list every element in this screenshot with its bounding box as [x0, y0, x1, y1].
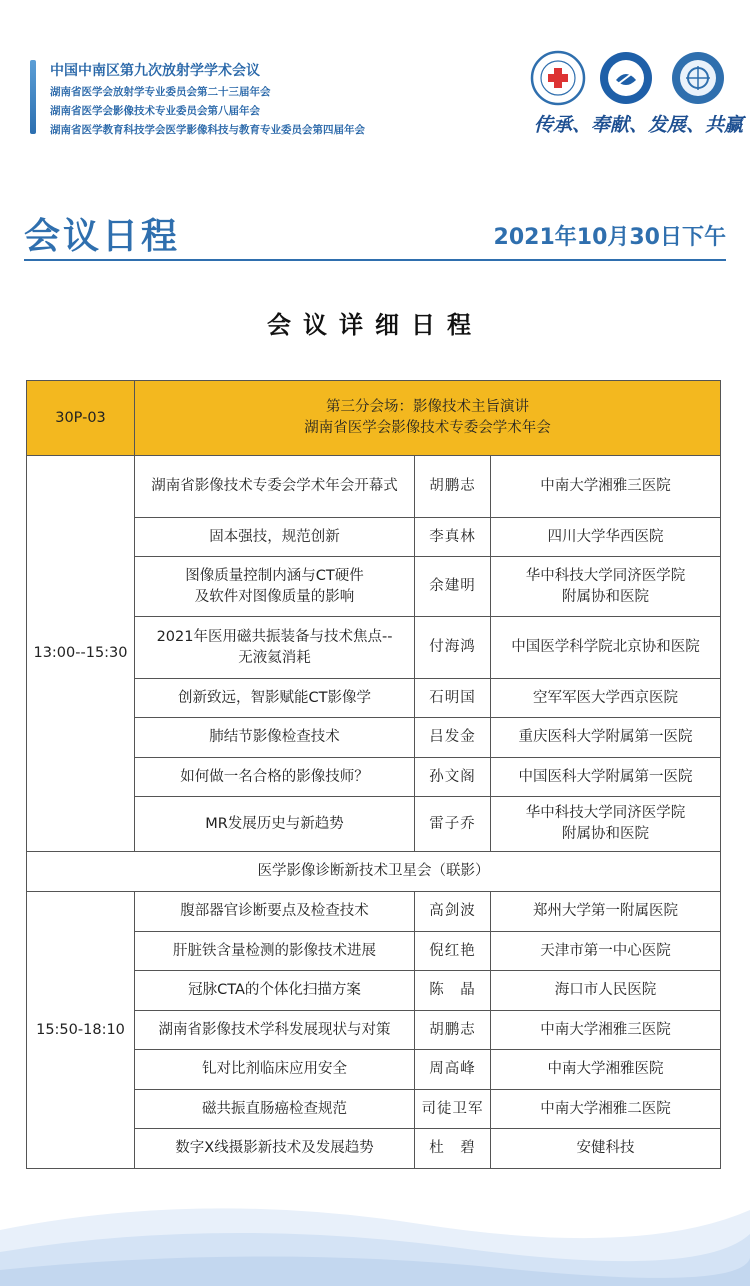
- talk-organization: 华中科技大学同济医学院 附属协和医院: [491, 797, 721, 852]
- talk-organization: 中国医科大学附属第一医院: [491, 758, 721, 797]
- session-title-line-1: 第三分会场：影像技术主旨演讲: [326, 399, 530, 415]
- talk-speaker: 司徒卫军: [415, 1090, 491, 1129]
- talk-speaker: 倪红艳: [415, 932, 491, 971]
- talk-topic: 如何做一名合格的影像技师？: [135, 758, 415, 797]
- conference-name-3: 湖南省医学会影像技术专业委员会第八届年会: [50, 105, 260, 117]
- radiology-society-seal-icon: [598, 50, 654, 106]
- session-code: 30P-03: [27, 381, 135, 456]
- talk-topic: 图像质量控制内涵与CT硬件 及软件对图像质量的影响: [135, 557, 415, 617]
- title-divider: [24, 259, 726, 261]
- talk-organization: 中南大学湘雅医院: [491, 1050, 721, 1090]
- talk-organization: 华中科技大学同济医学院 附属协和医院: [491, 557, 721, 617]
- conference-name-4: 湖南省医学教育科技学会医学影像科技与教育专业委员会第四届年会: [50, 124, 365, 136]
- table-row: [27, 892, 721, 932]
- talk-speaker: 吕发金: [415, 718, 491, 758]
- session-title: [135, 381, 721, 456]
- talk-speaker: 周高峰: [415, 1050, 491, 1090]
- session-title-line-2: 湖南省医学会影像技术专委会学术年会: [304, 420, 551, 436]
- conference-name-1: 中国中南区第九次放射学学术会议: [50, 63, 260, 79]
- talk-organization: 海口市人民医院: [491, 971, 721, 1011]
- medical-association-seal-icon: [530, 50, 586, 106]
- talk-speaker: 陈 晶: [415, 971, 491, 1011]
- talk-topic: MR发展历史与新趋势: [135, 797, 415, 852]
- satellite-symposium-title: 医学影像诊断新技术卫星会（联影）: [27, 852, 721, 892]
- time-slot-2: 15:50-18:10: [27, 892, 135, 1169]
- talk-speaker: 余建明: [415, 557, 491, 617]
- talk-speaker: 李真林: [415, 518, 491, 557]
- talk-speaker: 雷子乔: [415, 797, 491, 852]
- page-header: [0, 0, 750, 150]
- conference-names: [50, 62, 365, 140]
- conference-slogan: 传承、奉献、发展、共赢: [534, 114, 744, 136]
- talk-organization: 中南大学湘雅二医院: [491, 1090, 721, 1129]
- talk-topic: 钆对比剂临床应用安全: [135, 1050, 415, 1090]
- talk-organization: 中国医学科学院北京协和医院: [491, 617, 721, 679]
- talk-organization: 中南大学湘雅三医院: [491, 456, 721, 518]
- title-row: [0, 200, 750, 270]
- page-title: 会议日程: [24, 216, 181, 257]
- talk-speaker: 胡鹏志: [415, 1011, 491, 1050]
- talk-organization: 郑州大学第一附属医院: [491, 892, 721, 932]
- schedule-subtitle: 会议详细日程: [267, 311, 483, 339]
- talk-topic: 湖南省影像技术学科发展现状与对策: [135, 1011, 415, 1050]
- talk-speaker: 胡鹏志: [415, 456, 491, 518]
- conference-name-2: 湖南省医学会放射学专业委员会第二十三届年会: [50, 86, 271, 98]
- talk-topic: 肝脏铁含量检测的影像技术进展: [135, 932, 415, 971]
- talk-topic: 冠脉CTA的个体化扫描方案: [135, 971, 415, 1011]
- schedule-table: [26, 380, 721, 1169]
- talk-topic: 2021年医用磁共振装备与技术焦点-- 无液氦消耗: [135, 617, 415, 679]
- talk-topic: 创新致远，智影赋能CT影像学: [135, 679, 415, 718]
- talk-speaker: 杜 碧: [415, 1129, 491, 1169]
- talk-organization: 安健科技: [491, 1129, 721, 1169]
- talk-organization: 重庆医科大学附属第一医院: [491, 718, 721, 758]
- talk-speaker: 石明国: [415, 679, 491, 718]
- talk-topic: 固本强技，规范创新: [135, 518, 415, 557]
- talk-organization: 中南大学湘雅三医院: [491, 1011, 721, 1050]
- talk-speaker: 孙文阁: [415, 758, 491, 797]
- talk-topic: 磁共振直肠癌检查规范: [135, 1090, 415, 1129]
- talk-topic: 肺结节影像检查技术: [135, 718, 415, 758]
- talk-topic: 数字X线摄影新技术及发展趋势: [135, 1129, 415, 1169]
- table-row: [27, 456, 721, 518]
- organizer-logos: [530, 50, 730, 110]
- decorative-footer-wave: [0, 1190, 750, 1286]
- talk-topic: 湖南省影像技术专委会学术年会开幕式: [135, 456, 415, 518]
- header-accent-bar: [30, 60, 36, 134]
- session-header-row: [27, 381, 721, 456]
- talk-organization: 空军军医大学西京医院: [491, 679, 721, 718]
- satellite-row: [27, 852, 721, 892]
- talk-organization: 四川大学华西医院: [491, 518, 721, 557]
- schedule-date: 2021年10月30日下午: [493, 225, 726, 250]
- talk-topic: 腹部器官诊断要点及检查技术: [135, 892, 415, 932]
- time-slot-1: 13:00--15:30: [27, 456, 135, 852]
- imaging-education-seal-icon: [670, 50, 726, 106]
- talk-speaker: 付海鸿: [415, 617, 491, 679]
- talk-speaker: 高剑波: [415, 892, 491, 932]
- talk-organization: 天津市第一中心医院: [491, 932, 721, 971]
